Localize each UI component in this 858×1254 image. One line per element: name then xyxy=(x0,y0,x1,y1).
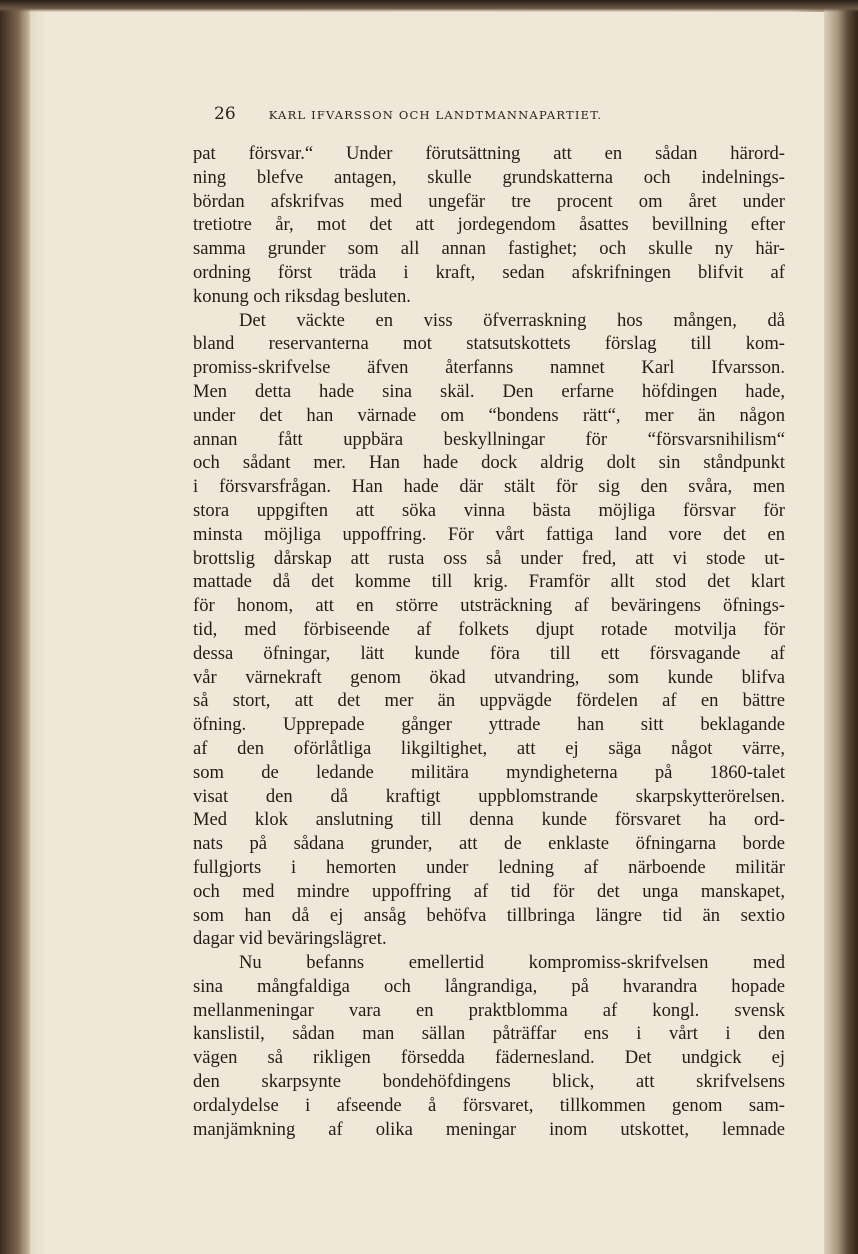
text-line: vår värnekraft genom ökad utvandring, som kunde blifva xyxy=(193,666,785,688)
text-line: som han då ej ansåg behöfva tillbringa längre tid än sextio xyxy=(193,904,785,926)
page-edge-shadow xyxy=(824,0,858,1254)
text-line: som de ledande militära myndigheterna på 1860-talet xyxy=(193,761,785,783)
text-line: tid, med förbiseende af folkets djupt rotade motvilja för xyxy=(193,618,785,640)
text-line: stora uppgiften att söka vinna bästa möjliga försvar för xyxy=(193,499,785,521)
running-title: KARL IFVARSSON OCH LANDTMANNAPARTIET. xyxy=(268,108,603,122)
text-line: samma grunder som all annan fastighet; och skulle ny här- xyxy=(193,238,785,260)
page-number: 26 xyxy=(214,104,236,124)
text-line: och med mindre uppoffring af tid för det unga manskapet, xyxy=(193,880,785,902)
text-line: minsta möjliga uppoffring. För vårt fattiga land vore det en xyxy=(193,523,785,545)
text-line: ordalydelse i afseende å försvaret, tillkommen genom sam- xyxy=(193,1094,785,1116)
page-header xyxy=(214,104,694,124)
text-line: promiss-skrifvelse äfven återfanns namnet Karl Ifvarsson. xyxy=(193,357,785,379)
text-line: kanslistil, sådan man sällan påträffar ens i vårt i den xyxy=(193,1023,785,1045)
text-line: visat den då kraftigt uppblomstrande skarpskytterörelsen. xyxy=(193,785,785,807)
top-edge-shadow xyxy=(0,0,858,12)
text-line: så stort, att det mer än uppvägde fördelen af en bättre xyxy=(193,690,785,712)
text-line: bördan afskrifvas med ungefär tre procent om året under xyxy=(193,190,785,212)
text-line: Nu befanns emellertid kompromiss-skrifvelsen med xyxy=(239,952,785,974)
book-spine-shadow xyxy=(0,0,30,1254)
text-line: ning blefve antagen, skulle grundskatterna och indelnings- xyxy=(193,166,785,188)
text-line: för honom, att en större utsträckning af beväringens öfnings- xyxy=(193,595,785,617)
text-line: den skarpsynte bondehöfdingens blick, att skrifvelsens xyxy=(193,1071,785,1093)
text-line: Med klok anslutning till denna kunde försvaret ha ord- xyxy=(193,809,785,831)
text-line: mellanmeningar vara en praktblomma af kongl. svensk xyxy=(193,999,785,1021)
text-line: Men detta hade sina skäl. Den erfarne höfdingen hade, xyxy=(193,380,785,402)
text-line: öfning. Upprepade gånger yttrade han sitt beklagande xyxy=(193,714,785,736)
text-line: manjämkning af olika meningar inom utskottet, lemnade xyxy=(193,1118,785,1140)
text-line: mattade då det komme till krig. Framför allt stod det klart xyxy=(193,571,785,593)
text-line: dessa öfningar, lätt kunde föra till ett försvagande af xyxy=(193,642,785,664)
text-line: brottslig dårskap att rusta oss så under fred, att vi stode ut- xyxy=(193,547,785,569)
text-line: annan fått uppbära beskyllningar för “försvarsnihilism“ xyxy=(193,428,785,450)
text-line: under det han värnade om “bondens rätt“, mer än någon xyxy=(193,404,785,426)
text-line: sina mångfaldiga och långrandiga, på hvarandra hopade xyxy=(193,975,785,997)
text-line: och sådant mer. Han hade dock aldrig dolt sin ståndpunkt xyxy=(193,452,785,474)
text-line: vägen så rikligen försedda fädernesland. Det undgick ej xyxy=(193,1047,785,1069)
text-line: fullgjorts i hemorten under ledning af närboende militär xyxy=(193,856,785,878)
text-line: nats på sådana grunder, att de enklaste öfningarna borde xyxy=(193,833,785,855)
text-line: af den oförlåtliga likgiltighet, att ej säga något värre, xyxy=(193,737,785,759)
text-line: Det väckte en viss öfverraskning hos mången, då xyxy=(239,309,785,331)
text-line: konung och riksdag besluten. xyxy=(193,285,411,307)
text-line: i försvarsfrågan. Han hade där stält för sig den svåra, men xyxy=(193,476,785,498)
text-line: tretiotre år, mot det att jordegendom åsattes bevillning efter xyxy=(193,214,785,236)
text-line: ordning först träda i kraft, sedan afskrifningen blifvit af xyxy=(193,261,785,283)
text-line: dagar vid beväringslägret. xyxy=(193,928,387,950)
text-line: pat försvar.“ Under förutsättning att en sådan härord- xyxy=(193,143,785,164)
body-text xyxy=(193,142,785,1141)
text-line: bland reservanterna mot statsutskottets förslag till kom- xyxy=(193,333,785,355)
